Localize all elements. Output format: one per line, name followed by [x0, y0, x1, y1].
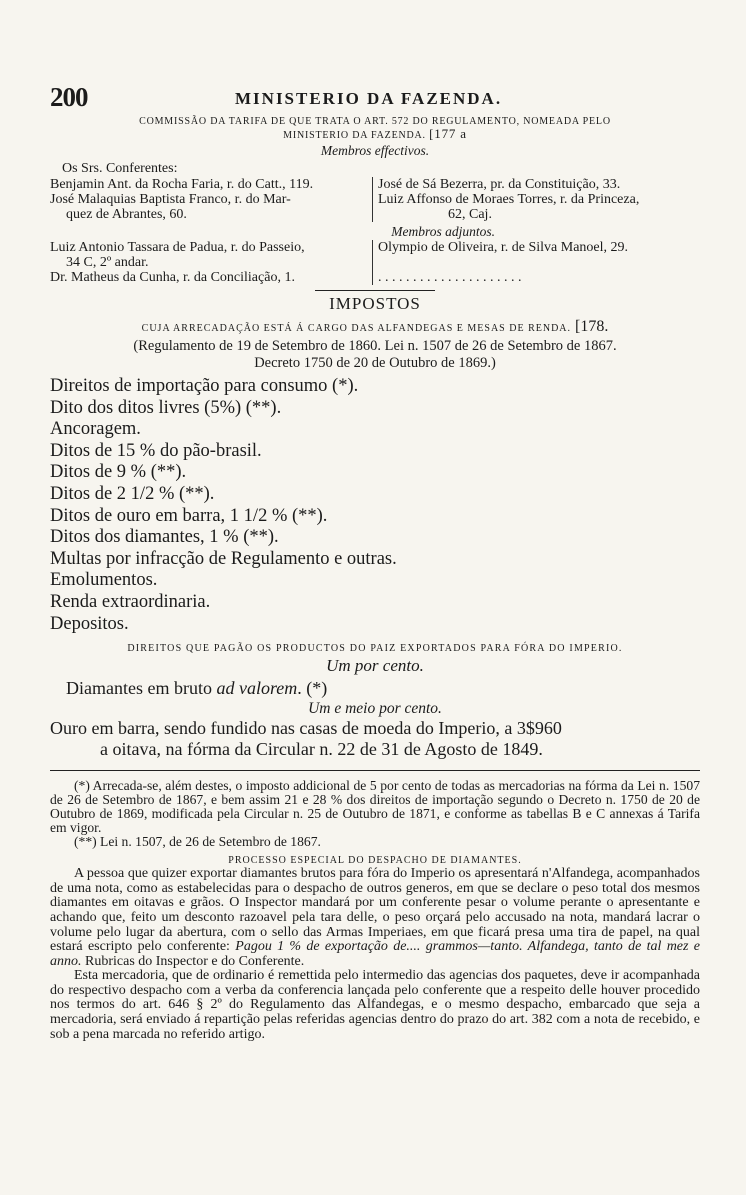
- article-ref: [178.: [575, 318, 609, 335]
- tax-item: Direitos de importação para consumo (*).: [50, 376, 359, 396]
- process-text-a: A pessoa que quizer exportar diamantes brutos para fóra do Imperio os apresentará n'Alfandega, acompanhados de uma nota, como as estabelecidas para o despacho de outros generos, em que se declare o peso total dos mesmos diamantes em oitavas e grãos. O Inspector mandará por um conferente pesar o volume perante o apresentante e achando que, feito um desconto razoavel pela tara delle, o peso orçará pelo accusado na nota, mandará lacrar o volume pelo lugar da abertura, com o sello das Armas Imperiaes, em que ficará presa uma tira de papel, na qual estará escripto pelo conferente:: [50, 866, 700, 955]
- tax-item: Emolumentos.: [50, 570, 158, 591]
- diamonds-note-mark: . (*): [297, 678, 328, 699]
- process-title: PROCESSO ESPECIAL DO DESPACHO DE DIAMANTES.: [228, 855, 522, 867]
- commission-heading: [50, 116, 700, 142]
- commission-line-2: MINISTERIO DA FAZENDA.: [283, 130, 426, 141]
- export-duties-title: DIREITOS QUE PAGÃO OS PRODUCTOS DO PAIZ EXPORTADOS PARA FÓRA DO IMPERIO.: [127, 643, 623, 655]
- member-entry: Olympio de Oliveira, r. de Silva Manoel, 29.: [378, 240, 629, 255]
- member-entry: Dr. Matheus da Cunha, r. da Conciliação, 1.: [50, 270, 295, 285]
- page-header: [50, 78, 700, 112]
- member-entry: Luiz Antonio Tassara de Padua, r. do Passeio,: [50, 240, 305, 255]
- commission-ref: [177 a: [429, 126, 467, 141]
- gold-line-1: Ouro em barra, sendo fundido nas casas de moeda do Imperio, a 3$960: [50, 718, 562, 739]
- member-entry: [378, 255, 700, 270]
- tax-item: Ditos de ouro em barra, 1 1/2 % (**).: [50, 505, 328, 526]
- one-half-percent-heading: Um e meio por cento.: [308, 700, 442, 718]
- tax-item: Dito dos ditos livres (5%) (**).: [50, 397, 282, 418]
- tax-item: Ditos dos diamantes, 1 % (**).: [50, 527, 279, 548]
- regulation-refs: [50, 338, 700, 372]
- gold-duty: [50, 718, 700, 760]
- member-entry: 34 C, 2º andar.: [66, 255, 149, 270]
- one-percent-heading: Um por cento.: [326, 656, 424, 676]
- footnote-rule: [50, 770, 700, 771]
- member-entry: José de Sá Bezerra, pr. da Constituição, 33.: [378, 177, 621, 192]
- member-entry: Luiz Affonso de Moraes Torres, r. da Princeza,: [378, 192, 640, 207]
- tax-item: Ancoragem.: [50, 419, 141, 440]
- process-paragraph-2: Esta mercadoria, que de ordinario é remettida pelo intermedio das agencias dos paquetes, deve ir acompanhada do respectivo despacho com a verba da conferencia lançada pelo conferente que a respeito delle houver procedido nos termos do art. 646 § 2º do Regulamento das Alfandegas, e o mesmo despacho, embarcado que seja a mercadoria, será enviado á repartição pelas referidas agencias dentro do prazo do art. 382 com a nota de recebido, e sob a pena marcada no referido artigo.: [50, 968, 700, 1042]
- impostos-title: IMPOSTOS: [329, 294, 421, 313]
- ad-valorem: ad valorem: [216, 678, 298, 699]
- diamonds-line: [50, 678, 700, 698]
- regulation-line-1: (Regulamento de 19 de Setembro de 1860. Lei n. 1507 de 26 de Setembro de 1867.: [133, 338, 617, 354]
- members-effective-heading: Membros effectivos.: [320, 143, 430, 158]
- conferentes-label: Os Srs. Conferentes:: [62, 161, 178, 176]
- page-title: MINISTERIO DA FAZENDA.: [235, 89, 503, 108]
- tax-item: Ditos de 2 1/2 % (**).: [50, 483, 215, 504]
- tax-item: Renda extraordinaria.: [50, 591, 211, 612]
- diamonds-text: Diamantes em bruto: [66, 678, 217, 699]
- footnotes: [50, 779, 700, 849]
- gold-line-2: a oitava, na fórma da Circular n. 22 de 31 de Agosto de 1849.: [100, 739, 543, 760]
- impostos-subtitle-line: [50, 318, 700, 336]
- process-text-c: Rubricas do Inspector e do Conferente.: [81, 953, 305, 969]
- page-number: 200: [50, 82, 88, 112]
- footnote-1: (*) Arrecada-se, além destes, o imposto addicional de 5 por cento de todas as mercadorias na fórma da Lei n. 1507 de 26 de Setembro de 1867, e bem assim 21 e 28 % dos direitos de importação segundo o Decreto n. 1750 de 20 de Outubro de 1869, modificada pela Circular n. 25 de Outubro de 1871, e conforme as tabellas B e C annexas á Tarifa em vigor.: [50, 778, 700, 836]
- tax-item: Ditos de 9 % (**).: [50, 462, 187, 483]
- members-adjunct-heading: Membros adjuntos.: [391, 224, 495, 239]
- regulation-line-2: Decreto 1750 de 20 de Outubro de 1869.): [254, 355, 496, 371]
- process-paragraph-1: [50, 867, 700, 969]
- member-entry: José Malaquias Baptista Franco, r. do Mar-: [50, 192, 291, 207]
- tax-item: Depositos.: [50, 613, 129, 634]
- leader-dots: . . . . . . . . . . . . . . . . . . . . .: [378, 270, 522, 285]
- member-entry: Benjamin Ant. da Rocha Faria, r. do Catt., 119.: [50, 177, 314, 192]
- tax-list: [50, 376, 700, 635]
- tax-item: Multas por infracção de Regulamento e outras.: [50, 548, 397, 569]
- footnote-2: (**) Lei n. 1507, de 26 de Setembro de 1867.: [74, 834, 321, 850]
- section-divider: [315, 290, 435, 291]
- adjunct-members: [50, 240, 700, 285]
- member-entry: quez de Abrantes, 60.: [66, 207, 187, 222]
- effective-members: [50, 177, 700, 222]
- tax-item: Ditos de 15 % do pão-brasil.: [50, 440, 262, 461]
- commission-line-1: COMMISSÃO DA TARIFA DE QUE TRATA O ART. 572 DO REGULAMENTO, NOMEADA PELO: [139, 116, 611, 127]
- member-entry: 62, Caj.: [448, 207, 492, 222]
- process-text: [50, 867, 700, 1042]
- process-text-italic: Pagou 1 % de exportação de.... grammos—tanto. Alfandega, tanto de tal mez e anno.: [50, 939, 700, 969]
- document-page: [50, 78, 700, 1042]
- impostos-subtitle: CUJA ARRECADAÇÃO ESTÁ Á CARGO DAS ALFANDEGAS E MESAS DE RENDA.: [141, 323, 572, 334]
